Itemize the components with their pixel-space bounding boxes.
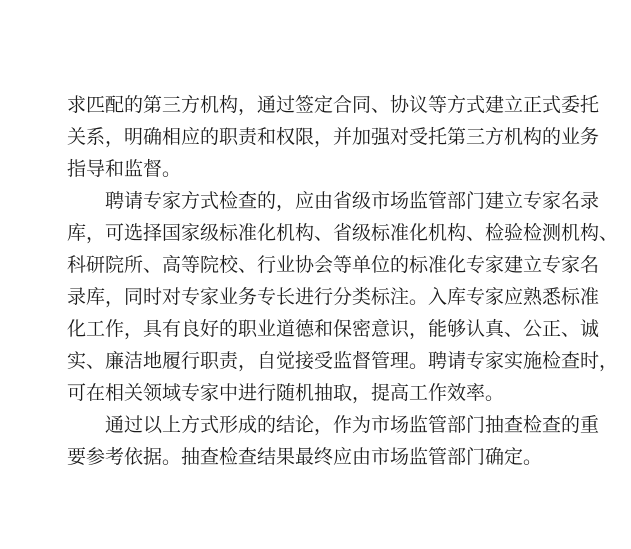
text-line: 实、廉洁地履行职责，自觉接受监督管理。聘请专家实施检查时，: [67, 350, 619, 372]
text-line: 求匹配的第三方机构，通过签定合同、协议等方式建立正式委托: [67, 94, 600, 116]
text-line: 关系，明确相应的职责和权限，并加强对受托第三方机构的业务: [67, 126, 600, 148]
text-line: 通过以上方式形成的结论，作为市场监管部门抽查检查的重: [105, 414, 600, 436]
text-line: 聘请专家方式检查的，应由省级市场监管部门建立专家名录: [105, 190, 600, 212]
text-line: 要参考依据。抽查检查结果最终应由市场监管部门确定。: [67, 446, 543, 468]
text-line: 可在相关领域专家中进行随机抽取，提高工作效率。: [67, 382, 505, 404]
paragraph-2: [67, 185, 619, 409]
text-line: 化工作，具有良好的职业道德和保密意识，能够认真、公正、诚: [67, 318, 600, 340]
document-body: [67, 89, 619, 473]
paragraph-1: [67, 89, 600, 185]
text-line: 指导和监督。: [67, 158, 182, 180]
text-line: 库，可选择国家级标准化机构、省级标准化机构、检验检测机构、: [67, 222, 619, 244]
text-line: 录库，同时对专家业务专长进行分类标注。入库专家应熟悉标准: [67, 286, 600, 308]
paragraph-3: [67, 409, 600, 473]
text-line: 科研院所、高等院校、行业协会等单位的标准化专家建立专家名: [67, 254, 600, 276]
